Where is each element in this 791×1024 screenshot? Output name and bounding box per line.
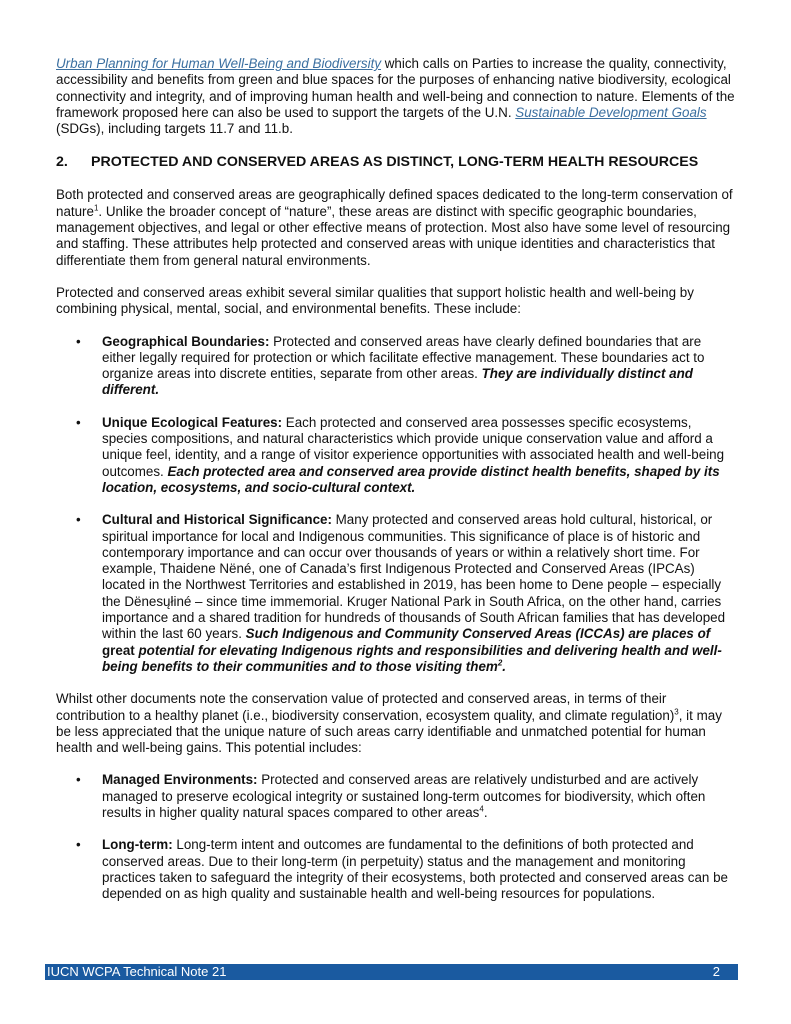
sdg-link[interactable]: Sustainable Development Goals [515,104,707,120]
list-item-text: Long-term intent and outcomes are fundamental to the definitions of both protected and conserved areas. Due to their long-term (in perpetuity) status and the management and monitoring practices taken to safeguard the integrity of their ecosystems, both protected and conserved areas can be depended on as high quality and sustainable health and well-being resources for populations. [102,837,728,902]
footnote-ref-2[interactable]: 2 [497,658,503,668]
bullet-icon: • [76,837,81,853]
emphasis-part-c: potential for elevating Indigenous rights and responsibilities and delivering health and well-being benefits to their communities and to those visiting them [102,642,722,674]
list-item-text: Many protected and conserved areas hold cultural, historical, or spiritual importance for local and Indigenous communities. This significance of place is of historic and contemporary importance and can occur over thousands of years or within a relatively short time. For example, Thaidene Nëné, one of Canada’s first Indigenous Protected and Conserved Areas (IPCAs) located in the Northwest Territories and established in 2019, has been home to Dene people – especially the Dënesųłiné – since time immemorial. Kruger National Park in South Africa, on the other hand, carries importance and a shared tradition for hundreds of thousands of South African families that has developed within the last 60 years. [102,512,726,642]
intro-text-1: which calls on Parties to increase the quality, connectivity, accessibility and benefits from green and blue spaces for the purposes of enhancing native biodiversity, ecological connectivity and integrity, and of improving human health and well-being and connection to nature. Elements of the framework proposed here can also be used to support the targets of the U.N. [56,56,735,120]
intro-text-2: (SDGs), including targets 11.7 and 11.b. [56,121,293,137]
list-item-emphasis: Each protected area and conserved area provide distinct health benefits, shaped by its location, ecosystems, and socio-cultural context. [102,463,720,495]
bullet-icon: • [76,512,81,528]
list-item-text: Protected and conserved areas have clearly defined boundaries that are either legally required for protection or which facilitate effective management. These boundaries act to organize areas into discrete entities, separate from other areas. [102,333,705,382]
list-item-term: Geographical Boundaries: [102,333,270,349]
footnote-ref-4[interactable]: 4 [479,804,484,814]
list-item-term: Cultural and Historical Significance: [102,512,332,528]
bullet-icon: • [76,333,81,349]
emphasis-part-b: great [102,642,135,658]
page-number: 2 [712,964,720,979]
paragraph-1-text-a: Both protected and conserved areas are geographically defined spaces dedicated to the long-term conservation of nature [56,187,733,219]
paragraph-2: Protected and conserved areas exhibit several similar qualities that support holistic health and well-being by combining physical, mental, social, and environmental benefits. These include: [56,284,694,317]
list-item-text: Protected and conserved areas are relatively undisturbed and are actively managed to preserve ecological integrity or sustained long-term outcomes for biodiversity, which often results in higher quality natural spaces compared to other areas [102,772,706,820]
paragraph-3-text-b: , it may be less appreciated that the unique nature of such areas carry identifiable and unmatched potential for human health and well-being gains. This potential includes: [56,707,722,756]
section-title: PROTECTED AND CONSERVED AREAS AS DISTINCT, LONG-TERM HEALTH RESOURCES [91,154,699,171]
footnote-ref-1[interactable]: 1 [93,203,99,213]
section-number: 2. [56,154,68,171]
bullet-icon: • [76,772,81,788]
list-item [56,334,738,399]
paragraph-1-text-b: . Unlike the broader concept of “nature”, these areas are distinct with specific geographic boundaries, management objectives, and legal or other effective means of protection. Most also have some level of resourcing and staffing. These attributes help protected and conserved areas with unique identities and characteristics that differentiate them from general natural environments. [56,203,731,268]
emphasis-part-a: Such Indigenous and Community Conserved Areas (ICCAs) are places of [245,626,711,642]
footer-title: IUCN WCPA Technical Note 21 [47,964,227,979]
section-heading [56,154,738,171]
bullet-icon: • [76,414,81,430]
list-item-emphasis: They are individually distinct and different. [102,366,693,398]
list-item [56,512,738,675]
paragraph-3-text-a: Whilst other documents note the conservation value of protected and conserved areas, in terms of their contribution to a healthy planet (i.e., biodiversity conservation, ecosystem quality, and climate regulation) [56,691,675,723]
page-footer [45,964,738,980]
list-item-term: Unique Ecological Features: [102,414,283,430]
intro-paragraph [56,56,738,137]
list-item-term: Managed Environments: [102,772,258,788]
document-page [56,56,738,918]
list-item-text: Each protected and conserved area possesses specific ecosystems, species compositions, and natural characteristics which provide unique conservation value and afford a unique feel, identity, and a range of visitor experience opportunities with associated health and well-being outcomes. [102,414,725,479]
list-item-term: Long-term: [102,837,173,853]
emphasis-end: . [502,658,506,674]
qualities-list [56,334,738,676]
potential-list [56,772,738,902]
urban-planning-link[interactable]: Urban Planning for Human Well-Being and Biodiversity [56,56,382,71]
footnote-ref-3[interactable]: 3 [674,707,679,717]
list-item [56,415,738,496]
list-item-end: . [483,804,488,820]
paragraph-1 [56,187,738,268]
list-item [56,772,738,821]
paragraph-3 [56,691,738,756]
list-item [56,837,738,902]
